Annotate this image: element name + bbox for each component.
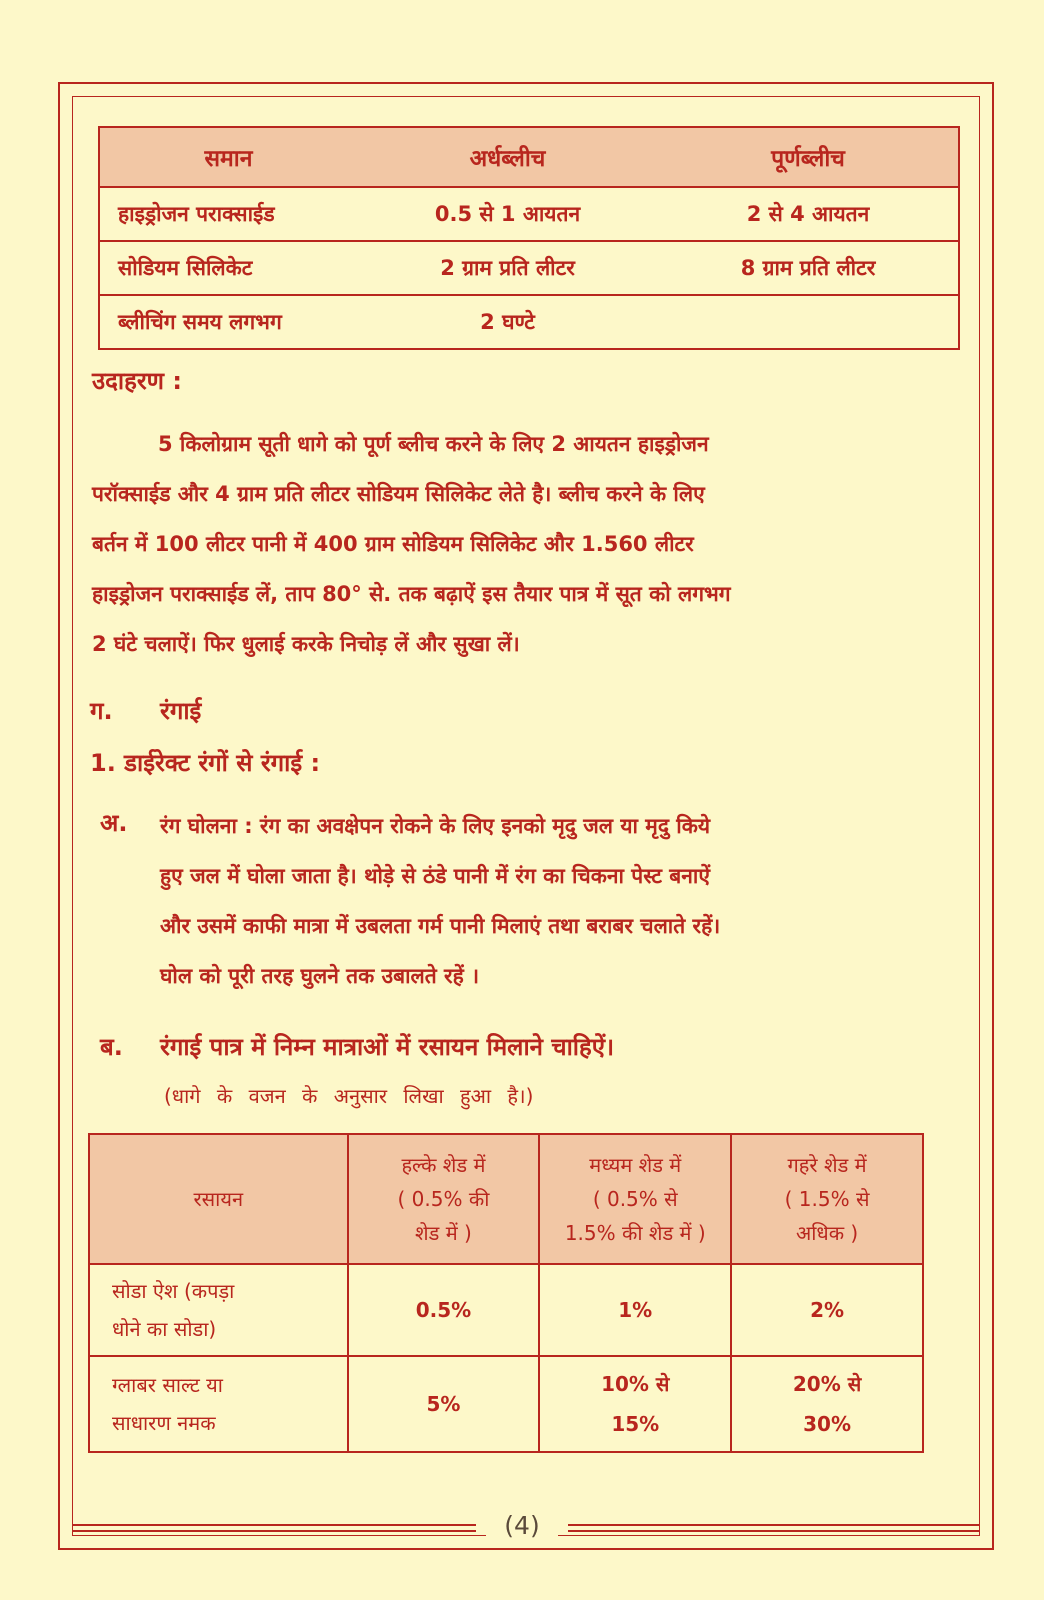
item-a-paragraph — [160, 801, 930, 1001]
table-row — [99, 295, 959, 349]
dye-table — [88, 1133, 924, 1453]
page-number: (4) — [486, 1511, 558, 1540]
value-line: 2% — [810, 1298, 845, 1322]
dye-value-light — [348, 1356, 540, 1452]
dye-value-dark — [731, 1264, 923, 1356]
dye-row-label — [89, 1356, 348, 1452]
example-line: परॉक्साईड और 4 ग्राम प्रति लीटर सोडियम सिलिकेट लेते है। ब्लीच करने के लिए — [92, 482, 705, 506]
dye-value-light — [348, 1264, 540, 1356]
header-line: रसायन — [193, 1187, 244, 1211]
bleach-cell: ब्लीचिंग समय लगभग — [99, 295, 357, 349]
value-line: 20% से — [792, 1372, 862, 1396]
section-title: रंगाई — [160, 697, 202, 725]
value-line: 15% — [611, 1412, 660, 1436]
header-line: 1.5% की शेड में ) — [564, 1221, 706, 1245]
table-row — [89, 1264, 923, 1356]
bleach-cell: 2 घण्टे — [357, 295, 658, 349]
bleach-cell — [658, 295, 959, 349]
dye-header-light — [348, 1134, 540, 1264]
dye-header-medium — [539, 1134, 731, 1264]
header-line: ( 1.5% से — [784, 1187, 870, 1211]
bleach-cell: सोडियम सिलिकेट — [99, 241, 357, 295]
value-line: 0.5% — [415, 1298, 472, 1322]
subsection-title: 1. डाईरेक्ट रंगों से रंगाई : — [90, 749, 321, 777]
bleach-cell: हाइड्रोजन पराक्साईड — [99, 187, 357, 241]
bleach-table — [98, 126, 960, 350]
item-a-line: घोल को पूरी तरह घुलने तक उबालते रहें । — [160, 964, 480, 988]
value-line: 10% से — [601, 1372, 670, 1396]
bleach-cell: 2 से 4 आयतन — [658, 187, 959, 241]
item-b-note: (धागे के वजन के अनुसार लिखा हुआ है।) — [164, 1084, 534, 1108]
bleach-header-item: समान — [99, 127, 357, 187]
bleach-cell: 8 ग्राम प्रति लीटर — [658, 241, 959, 295]
header-line: ( 0.5% से — [592, 1187, 678, 1211]
example-paragraph — [92, 419, 928, 669]
label-line: धोने का सोडा) — [112, 1317, 217, 1341]
dye-row-label — [89, 1264, 348, 1356]
dye-header-chemical — [89, 1134, 348, 1264]
item-a-line: हुए जल में घोला जाता है। थोड़े से ठंडे पानी में रंग का चिकना पेस्ट बनाऐं — [160, 864, 710, 888]
item-a-line: और उसमें काफी मात्रा में उबलता गर्म पानी मिलाएं तथा बराबर चलाते रहें। — [160, 914, 721, 938]
bleach-cell: 2 ग्राम प्रति लीटर — [357, 241, 658, 295]
value-line: 30% — [803, 1412, 852, 1436]
header-line: अधिक ) — [795, 1221, 859, 1245]
header-line: ( 0.5% की — [397, 1187, 490, 1211]
header-line: गहरे शेड में — [787, 1153, 867, 1177]
example-line: 5 किलोग्राम सूती धागे को पूर्ण ब्लीच करने के लिए 2 आयतन हाइड्रोजन — [158, 432, 709, 456]
header-line: शेड में ) — [415, 1221, 472, 1245]
label-line: ग्लाबर साल्ट या — [112, 1373, 223, 1397]
table-row — [99, 187, 959, 241]
label-line: साधारण नमक — [112, 1411, 216, 1435]
section-marker: ग. — [90, 697, 113, 725]
item-a-line: रंग घोलना : रंग का अवक्षेपन रोकने के लिए इनको मृदु जल या मृदु किये — [160, 814, 711, 838]
header-line: मध्यम शेड में — [589, 1153, 682, 1177]
value-line: 5% — [426, 1392, 461, 1416]
table-row — [89, 1356, 923, 1452]
example-line: बर्तन में 100 लीटर पानी में 400 ग्राम सोडियम सिलिकेट और 1.560 लीटर — [92, 532, 694, 556]
example-line: हाइड्रोजन पराक्साईड लें, ताप 80° से. तक बढ़ाऐं इस तैयार पात्र में सूत को लगभग — [92, 582, 731, 606]
dye-table-header — [89, 1134, 923, 1264]
example-line: 2 घंटे चलाऐं। फिर धुलाई करके निचोड़ लें और सुखा लें। — [92, 632, 520, 656]
dye-value-medium — [539, 1264, 731, 1356]
bleach-cell: 0.5 से 1 आयतन — [357, 187, 658, 241]
table-row — [99, 241, 959, 295]
value-line: 1% — [618, 1298, 653, 1322]
item-b-marker: ब. — [100, 1033, 123, 1061]
header-line: हल्के शेड में — [401, 1153, 486, 1177]
item-a-marker: अ. — [100, 809, 128, 837]
dye-header-dark — [731, 1134, 923, 1264]
dye-value-medium — [539, 1356, 731, 1452]
footer-rule-left — [72, 1524, 476, 1532]
label-line: सोडा ऐश (कपड़ा — [112, 1279, 235, 1303]
example-heading: उदाहरण : — [92, 367, 182, 395]
bleach-table-header — [99, 127, 959, 187]
footer-rule-right — [568, 1524, 980, 1532]
item-b-title: रंगाई पात्र में निम्न मात्राओं में रसायन मिलाने चाहिऐं। — [160, 1033, 615, 1061]
dye-value-dark — [731, 1356, 923, 1452]
bleach-header-half: अर्धब्लीच — [357, 127, 658, 187]
bleach-header-full: पूर्णब्लीच — [658, 127, 959, 187]
